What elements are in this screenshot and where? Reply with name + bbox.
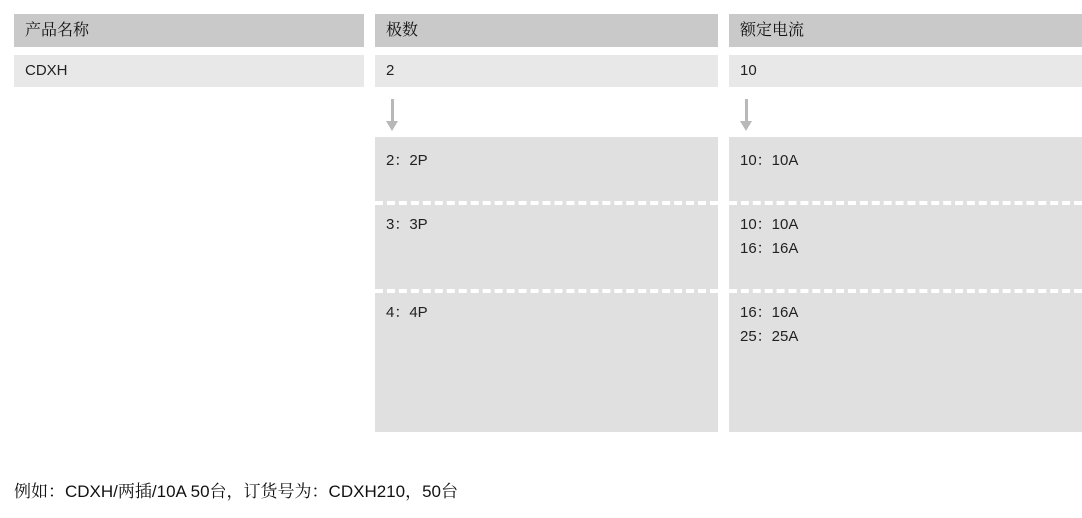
arrow-head (740, 121, 752, 131)
column-header-pole-number: 极数 (375, 14, 718, 47)
option-line: 16：16A (740, 304, 799, 321)
option-line: 16：16A (740, 240, 799, 257)
option-item (729, 137, 1082, 201)
column-product-name (14, 14, 364, 87)
column-value-rated-current: 10 (729, 55, 1082, 87)
column-pole-number (375, 14, 718, 432)
column-rated-current (729, 14, 1082, 432)
option-line: 2：2P (386, 152, 428, 169)
option-line: 10：10A (740, 152, 799, 169)
arrow-head (386, 121, 398, 131)
down-arrow-icon (386, 99, 400, 131)
option-item (375, 137, 718, 201)
option-line: 10：10A (740, 216, 799, 233)
option-line: 25：25A (740, 328, 799, 345)
example-footnote: 例如：CDXH/两插/10A 50台，订货号为：CDXH210，50台 (14, 482, 458, 501)
option-item (375, 201, 718, 289)
column-value-pole-number: 2 (375, 55, 718, 87)
option-item (729, 201, 1082, 289)
column-value-product-name: CDXH (14, 55, 364, 87)
arrow-shaft (745, 99, 748, 123)
option-item (375, 289, 718, 432)
option-item (729, 289, 1082, 432)
option-line: 4：4P (386, 304, 428, 321)
down-arrow-icon (740, 99, 754, 131)
column-header-rated-current: 额定电流 (729, 14, 1082, 47)
column-header-product-name: 产品名称 (14, 14, 364, 47)
arrow-shaft (391, 99, 394, 123)
option-line: 3：3P (386, 216, 428, 233)
options-list-rated-current (729, 137, 1082, 432)
options-list-pole-number (375, 137, 718, 432)
